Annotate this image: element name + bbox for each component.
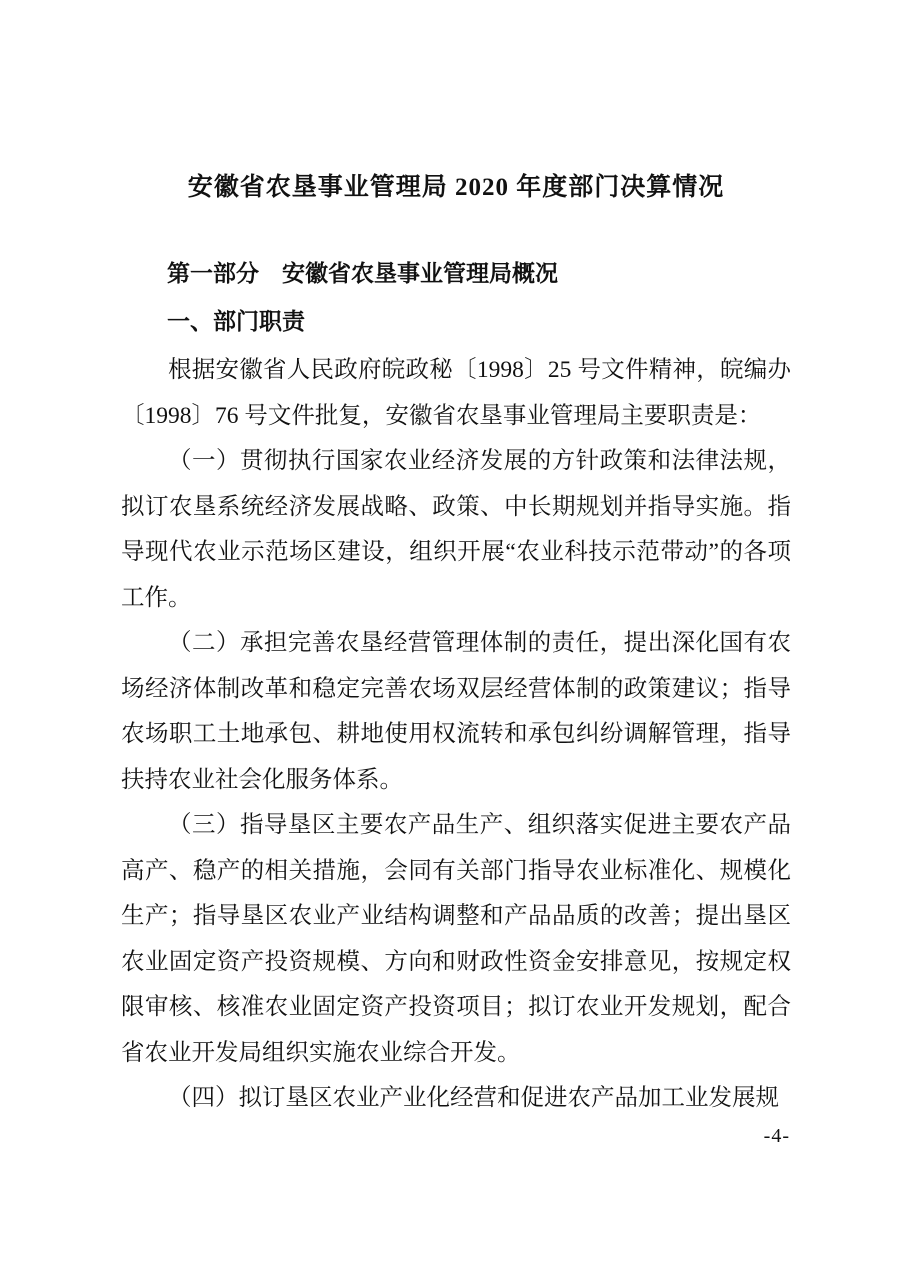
paragraph-intro: 根据安徽省人民政府皖政秘〔1998〕25 号文件精神，皖编办〔1998〕76 号文件批复，安徽省农垦事业管理局主要职责是： <box>121 357 791 429</box>
paragraph-duty-1: （一）贯彻执行国家农业经济发展的方针政策和法律法规，拟订农垦系统经济发展战略、政策、中长期规划并指导实施。指导现代农业示范场区建设，组织开展“农业科技示范带动”的各项工作。 <box>121 448 791 611</box>
document-content <box>121 0 791 1122</box>
paragraph-duty-4-truncated: （四）拟订垦区农业产业化经营和促进农产品加工业发展规 <box>168 1085 779 1111</box>
section-heading-department-duties: 一、部门职责 <box>167 308 305 334</box>
paragraph-duty-2: （二）承担完善农垦经营管理体制的责任，提出深化国有农场经济体制改革和稳定完善农场双层经营体制的政策建议；指导农场职工土地承包、耕地使用权流转和承包纠纷调解管理，指导扶持农业社会化服务体系。 <box>121 630 791 793</box>
part-one-heading: 第一部分 安徽省农垦事业管理局概况 <box>167 260 558 286</box>
document-title: 安徽省农垦事业管理局 2020 年度部门决算情况 <box>187 174 725 201</box>
paragraph-duty-3: （三）指导垦区主要农产品生产、组织落实促进主要农产品高产、稳产的相关措施，会同有关部门指导农业标准化、规模化生产；指导垦区农业产业结构调整和产品品质的改善；提出垦区农业固定资产投资规模、方向和财政性资金安排意见，按规定权限审核、核准农业固定资产投资项目；拟订农业开发规划，配合省农业开发局组织实施农业综合开发。 <box>121 812 791 1066</box>
page-number: -4- <box>763 1125 790 1147</box>
